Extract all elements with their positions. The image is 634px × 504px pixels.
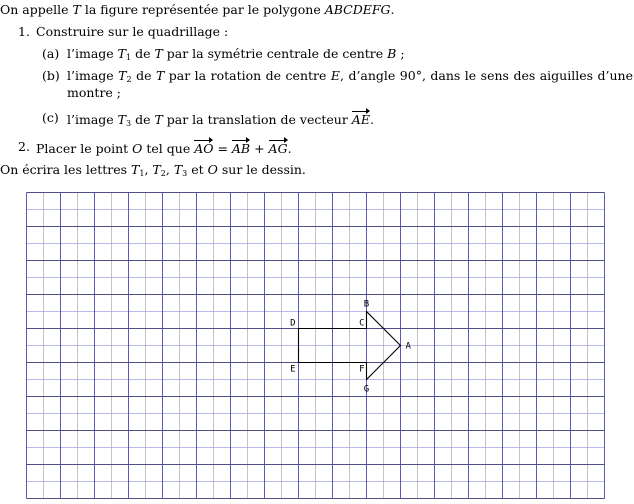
grid-figure — [26, 192, 608, 500]
item2-p2: tel que — [142, 141, 195, 156]
item1b-continuation: montre ; — [67, 85, 122, 100]
point-label-E: E — [290, 364, 296, 375]
item1-number: 1. — [18, 24, 30, 39]
point-labels — [290, 300, 411, 395]
footer-O: O — [207, 162, 218, 177]
graph-paper — [26, 192, 608, 504]
item1a-text — [67, 46, 405, 62]
var-T: T — [72, 2, 81, 17]
item1a-p3: par la symétrie centrale de centre — [162, 46, 388, 61]
item1c-p1: l’image — [67, 112, 118, 127]
item1c-T2: T — [154, 112, 163, 127]
item1a-p4: ; — [396, 46, 405, 61]
footer-p2: et — [187, 162, 208, 177]
item2-number: 2. — [18, 139, 30, 154]
item1a-p1: l’image — [67, 46, 118, 61]
item1c-text — [67, 110, 374, 128]
item2-eq: = — [213, 141, 232, 156]
point-label-A: A — [405, 341, 411, 352]
footer-sub3: 3 — [182, 169, 188, 178]
item1c-p2: de — [131, 112, 155, 127]
intro-line — [0, 2, 395, 18]
item1b-p2: de — [131, 68, 156, 83]
item2-text — [36, 139, 292, 157]
item1c-p3: par la translation de vecteur — [162, 112, 352, 127]
item2-p1: Placer le point — [36, 141, 133, 156]
vector-AG: AG — [268, 141, 288, 156]
footer-T1: T — [131, 162, 140, 177]
footer-T2: T — [152, 162, 161, 177]
point-label-D: D — [290, 318, 296, 329]
footer-c1: , — [144, 162, 153, 177]
footer-sub2: 2 — [160, 169, 166, 178]
item1a-p2: de — [131, 46, 155, 61]
vector-AB: AB — [231, 141, 251, 156]
item1-text: Construire sur le quadrillage : — [36, 24, 229, 39]
item1a-T: T — [117, 46, 126, 61]
footer-p3: sur le dessin. — [217, 162, 306, 177]
item1c-label: (c) — [42, 110, 59, 125]
point-label-F: F — [359, 364, 365, 375]
item1a-label: (a) — [42, 46, 60, 61]
vector-AE: AE — [351, 112, 370, 127]
item1c-T: T — [117, 112, 126, 127]
item1a-B: B — [387, 46, 397, 61]
item1a-T2: T — [154, 46, 163, 61]
item1b-T: T — [118, 68, 127, 83]
footer-c2: , — [165, 162, 174, 177]
point-label-C: C — [359, 318, 365, 329]
intro-end: . — [390, 2, 395, 17]
item1b-E: E — [330, 68, 340, 83]
item2-end: . — [287, 141, 292, 156]
footer-T3: T — [173, 162, 183, 177]
item1b-sub: 2 — [126, 75, 132, 84]
item1a-sub: 1 — [126, 53, 132, 62]
intro-text: On appelle — [0, 2, 73, 17]
vector-AO: AO — [194, 141, 214, 156]
point-label-G: G — [363, 384, 370, 395]
item1b-text — [67, 68, 633, 84]
item2-plus: + — [250, 141, 269, 156]
item1c-sub: 3 — [126, 119, 132, 128]
polygon-name: ABCDEFG — [324, 2, 391, 17]
item1b-p3: par la rotation de centre — [164, 68, 331, 83]
footer-p1: On écrira les lettres — [0, 162, 132, 177]
item2-O: O — [132, 141, 143, 156]
footer-text — [0, 162, 306, 178]
item1b-T2: T — [155, 68, 165, 83]
intro-text-after: la figure représentée par le polygone — [80, 2, 325, 17]
item1b-p1: l’image — [67, 68, 119, 83]
item1b-label: (b) — [42, 68, 60, 83]
item1c-p4: . — [369, 112, 374, 127]
footer-sub1: 1 — [139, 169, 145, 178]
grid-lines — [27, 193, 605, 499]
item1b-p4: , d’angle 90°, dans le sens des aiguilles d’une — [340, 68, 633, 83]
point-label-B: B — [363, 299, 370, 310]
